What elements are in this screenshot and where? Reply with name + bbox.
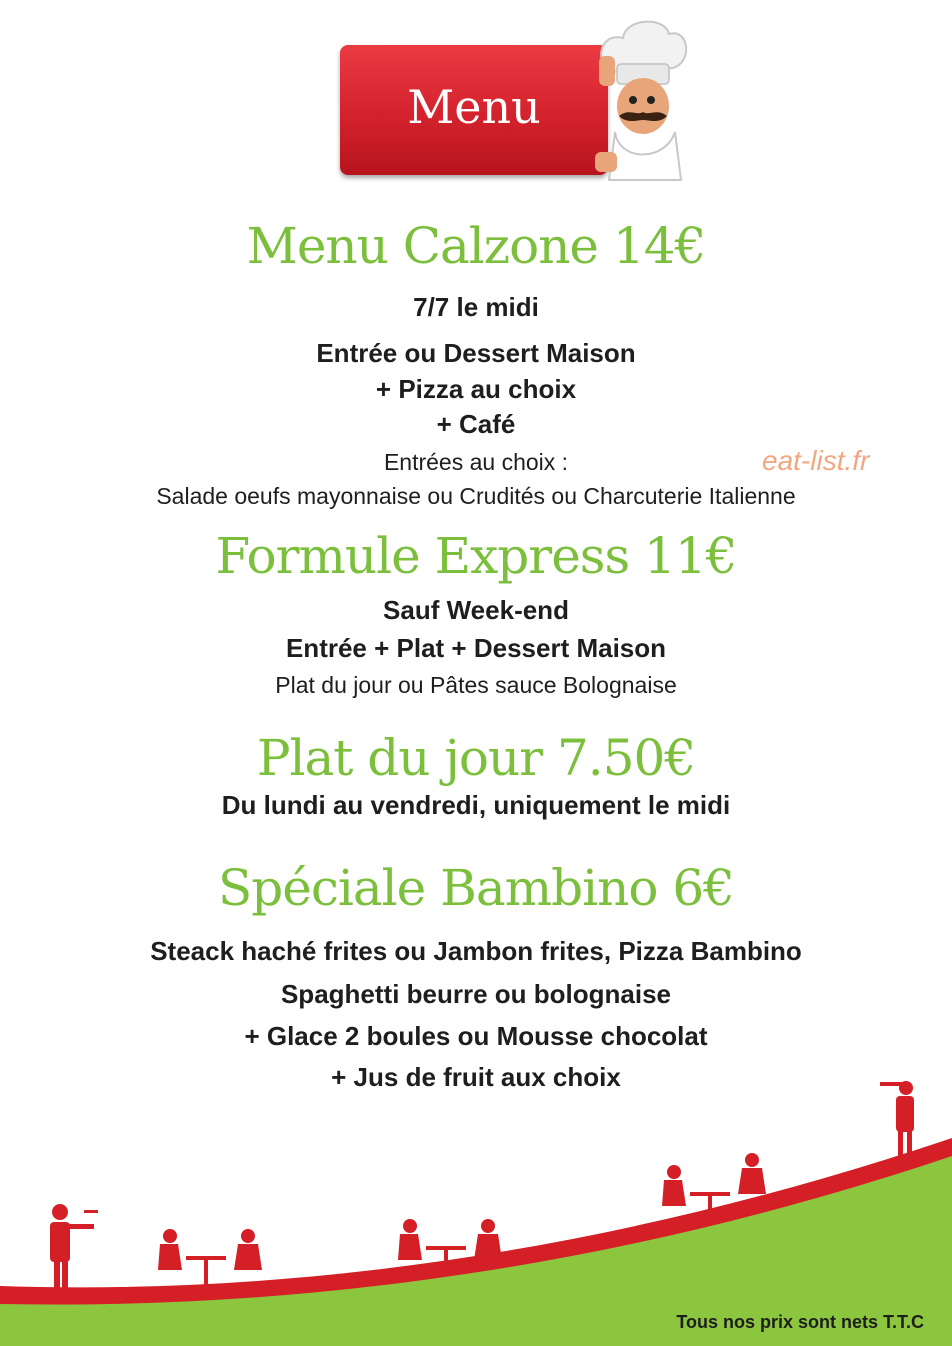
plat-du-jour-line: Du lundi au vendredi, uniquement le midi bbox=[221, 790, 731, 820]
section-title-calzone: Menu Calzone 14€ bbox=[246, 217, 706, 275]
bambino-line: Steack haché frites ou Jambon frites, Pizza Bambino bbox=[150, 936, 802, 966]
footer-decoration bbox=[0, 1060, 952, 1346]
diners-silhouette bbox=[158, 1229, 262, 1290]
bambino-line: Spaghetti beurre ou bolognaise bbox=[280, 979, 672, 1009]
watermark: eat-list.fr bbox=[762, 445, 870, 476]
menu-banner bbox=[340, 45, 608, 175]
section-title-plat-du-jour: Plat du jour 7.50€ bbox=[256, 729, 696, 787]
banner-title: Menu bbox=[407, 80, 541, 134]
bambino-line: + Glace 2 boules ou Mousse chocolat bbox=[244, 1021, 708, 1051]
calzone-line: + Pizza au choix bbox=[375, 374, 577, 404]
section-title-express: Formule Express 11€ bbox=[215, 527, 737, 585]
calzone-line: + Café bbox=[436, 409, 516, 439]
calzone-note: Salade oeufs mayonnaise ou Crudités ou Charcuterie Italienne bbox=[156, 483, 796, 509]
express-note: Plat du jour ou Pâtes sauce Bolognaise bbox=[275, 672, 677, 698]
calzone-note-label: Entrées au choix : bbox=[383, 449, 569, 475]
calzone-line: Entrée ou Dessert Maison bbox=[316, 338, 636, 368]
section-title-bambino: Spéciale Bambino 6€ bbox=[218, 859, 734, 917]
express-line: Entrée + Plat + Dessert Maison bbox=[285, 633, 667, 663]
chef-illustration bbox=[585, 12, 695, 182]
bambino-line: + Jus de fruit aux choix bbox=[331, 1062, 621, 1092]
waiter-right-silhouette bbox=[880, 1081, 914, 1158]
calzone-subtitle: 7/7 le midi bbox=[413, 292, 539, 322]
waiter-left-silhouette bbox=[50, 1204, 98, 1290]
express-subtitle: Sauf Week-end bbox=[383, 595, 569, 625]
tax-note: Tous nos prix sont nets T.T.C bbox=[676, 1312, 924, 1332]
